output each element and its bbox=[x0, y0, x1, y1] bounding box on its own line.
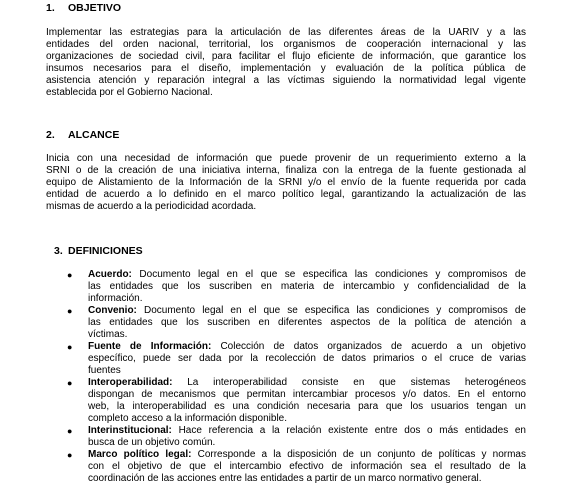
definition-text: La interoperabilidad consiste en que sistemas heterogéneos bbox=[172, 377, 526, 388]
bullet-icon: ● bbox=[67, 450, 73, 460]
section-heading-objetivo bbox=[46, 2, 121, 14]
section-number: 1. bbox=[46, 2, 55, 14]
bullet-icon: ● bbox=[67, 426, 73, 436]
paragraph-line: organizaciones de sociedad civil, para facilitar el flujo eficiente de información, que garantice los bbox=[46, 51, 526, 62]
paragraph-line: equipo de Alistamiento de la Información de la SRNI y/o el envío de la fuente requerida por cada bbox=[46, 177, 526, 188]
paragraph-line: asistencia atención y reparación integral a las víctimas siguiendo la normatividad legal vigente bbox=[46, 75, 526, 86]
definition-term: Interoperabilidad: bbox=[88, 377, 173, 388]
paragraph-line: Inicia con una necesidad de información que puede provenir de un requerimiento externo a la bbox=[46, 153, 526, 164]
definition-text: Documento legal en el que se especifica las condiciones y compromisos de bbox=[131, 269, 526, 280]
definition-item-interoperabilidad bbox=[64, 377, 526, 425]
definition-item-convenio bbox=[64, 305, 526, 341]
definition-term: Marco político legal: bbox=[88, 449, 192, 460]
definition-first-line bbox=[88, 449, 526, 461]
paragraph-line: insumos necesarios para el diseño, implementación y evaluación de la política pública de bbox=[46, 63, 526, 74]
definition-line: específico, puede ser dada por la recolección de datos primarios o el cruce de varias bbox=[88, 353, 526, 364]
section-heading-alcance bbox=[46, 129, 119, 141]
definition-line: busca de un objetivo común. bbox=[88, 437, 216, 448]
definition-line: completo acceso a la información disponible. bbox=[88, 413, 287, 424]
definition-first-line bbox=[88, 305, 526, 317]
definition-item-fuente bbox=[64, 341, 526, 377]
section-number: 2. bbox=[46, 129, 55, 141]
definition-item-marco-politico bbox=[64, 449, 526, 485]
definition-line: las entidades que los suscriben en materia de intercambio y confidencialidad de la bbox=[88, 281, 526, 292]
definition-text: Corresponde a la disposición de un conjunto de políticas y normas bbox=[191, 449, 526, 460]
definition-text: Colección de datos organizados de acuerdo a un objetivo bbox=[211, 341, 526, 352]
bullet-icon: ● bbox=[67, 270, 73, 280]
definition-line: con el objetivo de que el intercambio efectivo de información sea el resultado de la bbox=[88, 461, 526, 472]
paragraph-line: entidades del orden nacional, territorial, los organismos de cooperación internacional y las bbox=[46, 39, 526, 50]
bullet-icon: ● bbox=[67, 378, 73, 388]
definition-line: coordinación de las acciones entre las entidades a partir de un marco normativo general. bbox=[88, 473, 482, 484]
definition-item-interinstitucional bbox=[64, 425, 526, 449]
section-heading-definiciones bbox=[54, 245, 143, 257]
definition-line: fuentes bbox=[88, 365, 121, 376]
definition-first-line bbox=[88, 269, 526, 281]
paragraph-line: SRNI o de la creación de una iniciativa interna, finaliza con la entrega de la fuente gestionada al bbox=[46, 165, 526, 176]
definition-term: Acuerdo: bbox=[88, 269, 132, 280]
definition-term: Interinstitucional: bbox=[88, 425, 172, 436]
objetivo-paragraph bbox=[46, 27, 526, 99]
definition-text: Documento legal en el que se especifica las condiciones y compromisos de bbox=[136, 305, 526, 316]
alcance-paragraph bbox=[46, 153, 526, 213]
definition-line: información. bbox=[88, 293, 143, 304]
definition-term: Convenio: bbox=[88, 305, 137, 316]
definition-term: Fuente de Información: bbox=[88, 341, 212, 352]
definition-first-line bbox=[88, 377, 526, 389]
paragraph-line: Implementar las estrategias para la articulación de las diferentes áreas de la UARIV y a las bbox=[46, 27, 526, 38]
bullet-icon: ● bbox=[67, 342, 73, 352]
section-title: ALCANCE bbox=[68, 129, 120, 141]
definition-text: Hace referencia a la relación existente entre dos o más entidades en bbox=[171, 425, 526, 436]
definition-line: web, la interoperabilidad es una condición necesaria para que los usuarios tengan un bbox=[88, 401, 526, 412]
section-title: OBJETIVO bbox=[68, 2, 122, 14]
bullet-icon: ● bbox=[67, 306, 73, 316]
paragraph-line: mismas de acuerdo a la periodicidad acordada. bbox=[46, 201, 257, 212]
paragraph-line: establecida por el Gobierno Nacional. bbox=[46, 87, 213, 98]
definition-line: víctimas. bbox=[88, 329, 128, 340]
definition-line: dispongan de mecanismos que permitan intercambiar procesos y/o datos. En el entorno bbox=[88, 389, 526, 400]
definitions-list bbox=[64, 269, 526, 485]
definition-first-line bbox=[88, 425, 526, 437]
definition-first-line bbox=[88, 341, 526, 353]
section-title: DEFINICIONES bbox=[68, 245, 143, 257]
definition-item-acuerdo bbox=[64, 269, 526, 305]
paragraph-line: entidad de acuerdo a lo definido en el marco político legal, garantizando la actualización de las bbox=[46, 189, 526, 200]
section-number: 3. bbox=[54, 245, 63, 257]
definition-line: las entidades que los suscriben en diferentes aspectos de la política de atención a bbox=[88, 317, 526, 328]
